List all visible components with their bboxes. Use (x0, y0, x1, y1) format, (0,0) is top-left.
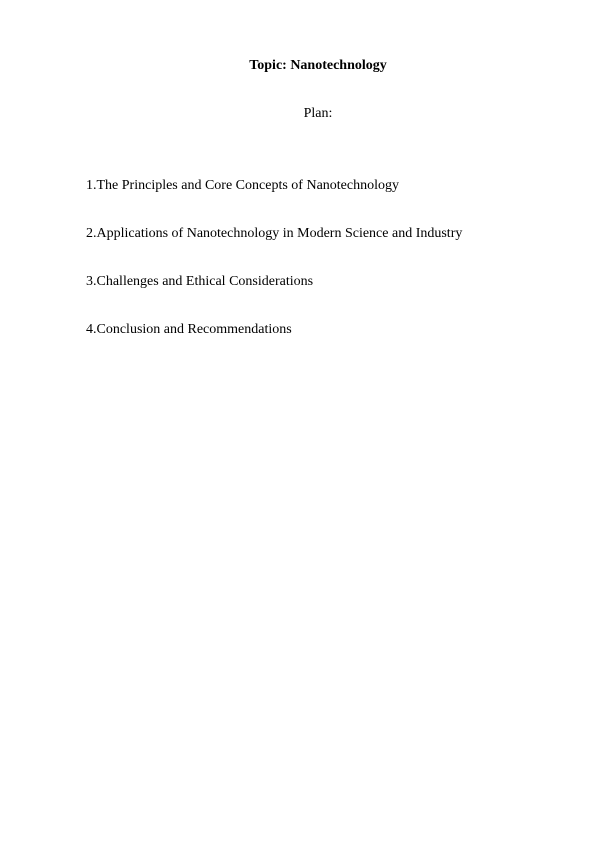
page-title: Topic: Nanotechnology (249, 58, 387, 73)
plan-list (86, 177, 462, 369)
plan-item-4: 4.Conclusion and Recommendations (86, 322, 292, 337)
plan-heading: Plan: (303, 106, 333, 121)
plan-item-1: 1.The Principles and Core Concepts of Nanotechnology (86, 178, 399, 193)
plan-item-2: 2.Applications of Nanotechnology in Modern Science and Industry (86, 226, 463, 241)
plan-item-3: 3.Challenges and Ethical Considerations (86, 274, 314, 289)
